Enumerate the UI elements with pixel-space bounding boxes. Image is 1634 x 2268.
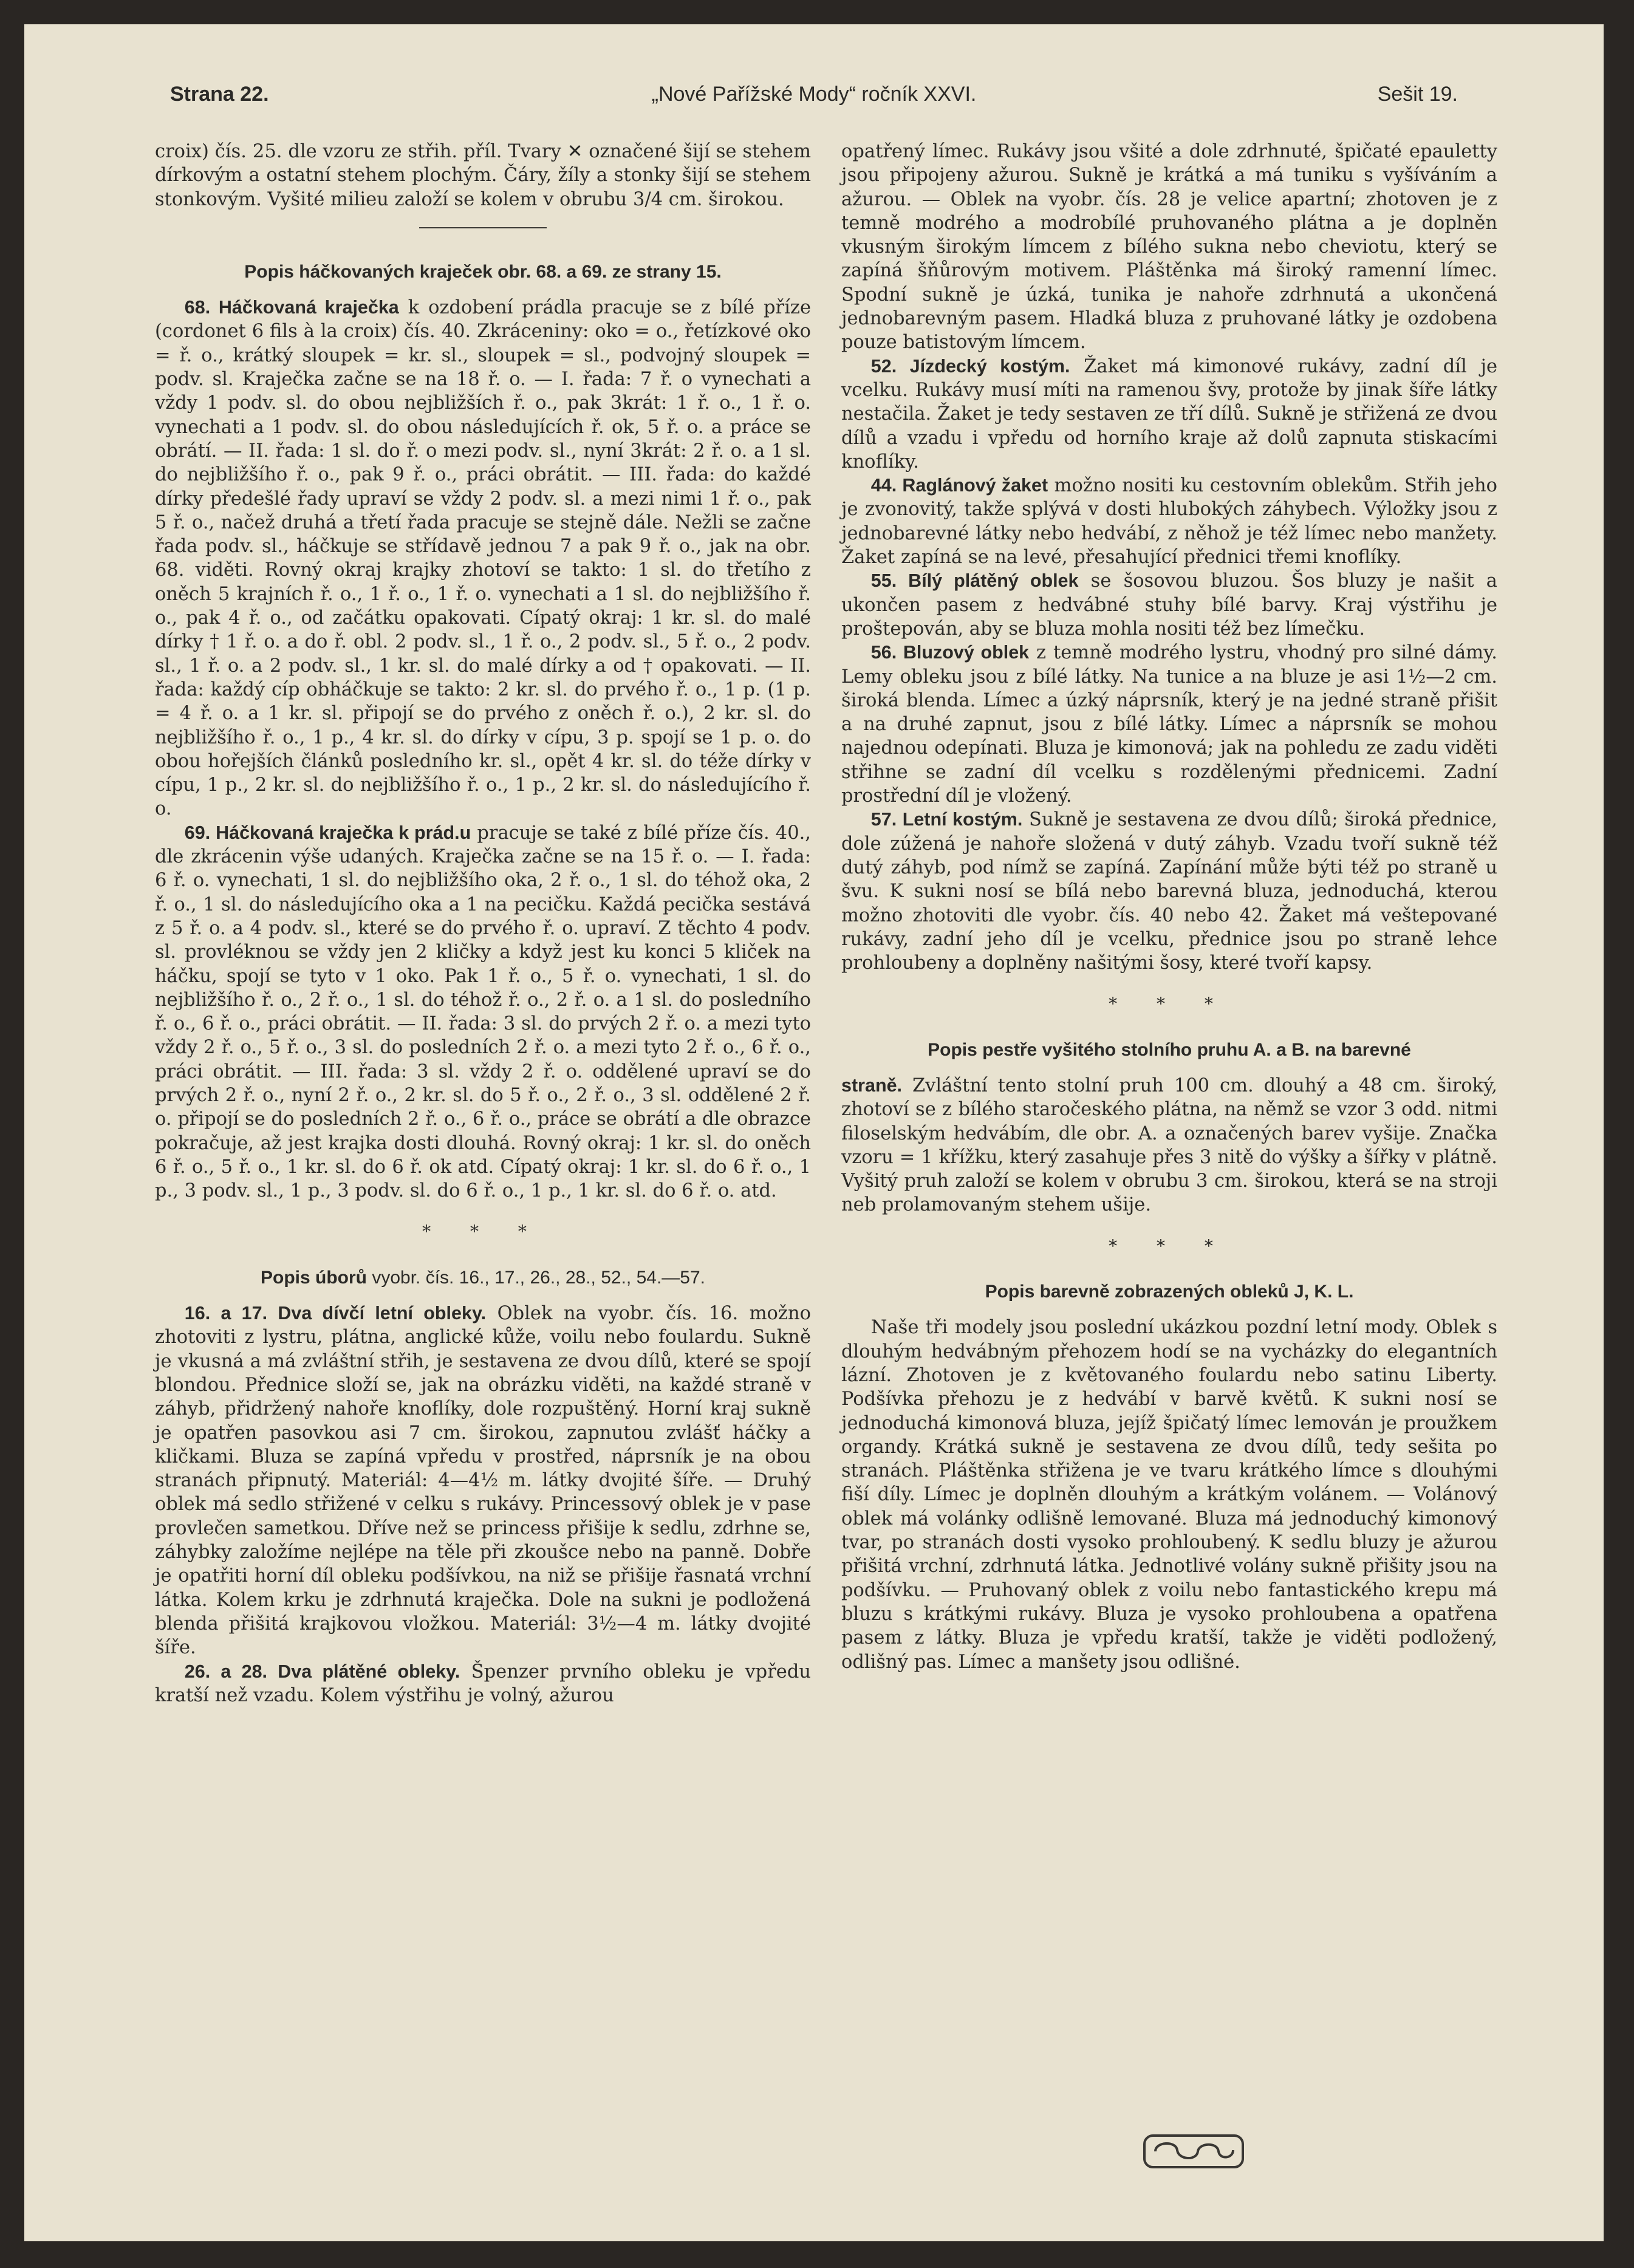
text-56: z temně modrého lystru, vhodný pro silné dámy. Lemy obleku jsou z bílé látky. Na tunice a na bluze je asi 1½—2 cm. široká blenda. Límec a úzký náprsník, který je na jedné straně přišit a na druhé zapnut, jsou z bílé látky. Límec a náprsník se mohou najednou odepínati. Bluza je kimonová; jak na pohledu ze zadu viděti střihne se zadní díl vcelku s rozdělenými přednicemi. Zadní prostřední díl je vložený. xyxy=(841,642,1497,807)
heading-bold: Popis úborů xyxy=(261,1267,367,1288)
paragraph-69 xyxy=(155,821,811,1203)
ornament-icon xyxy=(1142,2132,1245,2171)
item-heading-57: 57. Letní kostým. xyxy=(870,809,1023,830)
text-16: Oblek na vyobr. čís. 16. možno zhotoviti z lystru, plátna, anglické kůže, voilu nebo foulardu. Sukně je vkusná a má zvláštní střih, je sestavena ze dvou dílů, které se spojí blondou. Přednice složí se, jak na obrázku viděti, na každé straně v záhyb, přidržený nahoře knoflíky, dole rozpuštěný. Horní kraj sukně je opatřen pasovkou asi 7 cm. širokou, zapnutou zvlášť háčky a kličkami. Bluza se zapíná vpředu v prostřed, náprsník je na obou stranách připnutý. Materiál: 4—4½ m. látky dvojité šíře. — Druhý oblek má sedlo střižené v celku s rukávy. Princessový oblek je v pase provlečen sametkou. Dříve než se princess přišije k sedlu, zdrhne se, záhybky založíme nejlépe na těle při zkoušce nebo na panně. Dobře je opatřiti horní díl obleku podšívkou, na niž se přišije řasnatá vrchní látka. Kolem krku je zdrhnutá kraječka. Dole na sukni je podložená blenda přišitá krajkovou vložkou. Materiál: 3½—4 m. látky dvojité šíře. xyxy=(155,1303,811,1659)
paragraph-26-continued: opatřený límec. Rukávy jsou všité a dole zdrhnuté, špičaté epauletty jsou připojeny ažurou. Sukně je krátká a má tuniku s vyšíváním a ažurou. — Oblek na vyobr. čís. 28 je velice apartní; zhotoven je z temně modrého a modrobílé pruhovaného plátna a je doplněn vkusným širokým límcem z bílého sukna nebo cheviotu, který se zapíná šňůrovým motivem. Pláštěnka má široký ramenní límec. Spodní sukně je úzká, tunika je nahoře zdrhnutá a ukončená jednobarevným pasem. Hladká bluza z pruhované látky je ozdobena pouze batistovým límcem. xyxy=(841,141,1497,354)
paragraph-52 xyxy=(841,355,1497,474)
paragraph-16-17 xyxy=(155,1302,811,1659)
paragraph-table-runner xyxy=(841,1074,1497,1217)
heading-rest: vyobr. čís. 16., 17., 26., 28., 52., 54.—57. xyxy=(367,1267,705,1288)
text-52: Žaket má kimonové rukávy, zadní díl je vcelku. Rukávy musí míti na ramenou švy, protože by jinak šíře látky nestačila. Žaket je tedy sestaven ze tří dílů. Sukně je střižená ze dvou dílů a vzadu i vpředu od horního kraje až dolů zapnuta stiskacími knoflíky. xyxy=(841,355,1497,473)
section-divider xyxy=(419,227,547,228)
star-divider-right: * * * xyxy=(1109,994,1230,1014)
section-heading-outfits xyxy=(155,1266,811,1289)
intro-paragraph: croix) čís. 25. dle vzoru ze střih. příl. Tvary ✕ označené šijí se stehem dírkovým a ostatní stehem plochým. Čáry, žíly a stonky šijí se stehem stonkovým. Vyšité milieu založí se kolem v obrubu 3/4 cm. širokou. xyxy=(155,141,811,210)
text-57: Sukně je sestavena ze dvou dílů; široká přednice, dole zúžená je nahoře složená v dutý záhyb. Vzadu tvoří sukně též dutý záhyb, pod nímž se zapíná. Zapínání může býti též po straně u švu. K sukni nosí se bílá nebo barevná bluza, jednoduchá, kterou možno zhotoviti dle vyobr. čís. 40 nebo 42. Žaket má veštepované rukávy, zadní jeho díl je vcelku, přednice jsou po straně lehce prohloubeny a doplněny našitými šosy, které tvoří kapsy. xyxy=(841,809,1497,974)
table-runner-bold: straně. xyxy=(841,1074,903,1096)
document-page xyxy=(24,24,1604,2241)
text-44: možno nositi ku cestovním oblekům. Střih jeho je zvonovitý, takže splývá v dosti hlubokých záhybech. Výložky jsou z jednobarevné látky nebo hedvábí, z něhož je též límec nebo manžety. Žaket zapíná se na levé, přesahující přednici třemi knoflíky. xyxy=(841,475,1497,569)
section-heading-color-outfits: Popis barevně zobrazených obleků J, K. L. xyxy=(985,1282,1354,1302)
paragraph-55 xyxy=(841,569,1497,641)
item-heading-68: 68. Háčkovaná kraječka xyxy=(184,297,399,318)
text-68: k ozdobení prádla pracuje se z bílé příze (cordonet 6 fils à la croix) čís. 40. Zkráceniny: oko = o., řetízkové oko = ř. o., krátký sloupek = kr. sl., sloupek = sl., podvojný sloupek = podv. sl. Kraječka začne se na 18 ř. o. — I. řada: 7 ř. o vynechati a vždy 1 podv. sl. do obou nejbližších ř. o., pak 3krát: 1 ř. o., 1 ř. o. vynechati a 1 podv. sl. do obou následujících ř. ok, 5 ř. o. a práce se obrátí. — II. řada: 1 sl. do ř. o mezi podv. sl., nyní 3krát: 2 ř. o. a 1 sl. do nejbližšího ř. o., pak 9 ř. o., práci obrátit. — III. řada: do každé dírky předešlé řady upraví se vždy 2 podv. sl. a mezi nimi 1 ř. o., pak 5 ř. o., načež druhá a třetí řada pracuje se stejně dále. Nežli se začne řada podv. sl., háčkuje se střídavě jednou 7 a pak 9 ř. o., jak na obr. 68. viděti. Rovný okraj krajky zhotoví se takto: 1 sl. do třetího z oněch 5 krajních ř. o., 1 ř. o., 1 ř. o. vynechati a 1 sl. do nejbližšího ř. o., pak 4 ř. o., od začátku opakovati. Cípatý okraj: 1 kr. sl. do malé dírky † 1 ř. o. a do ř. obl. 2 podv. sl., 1 ř. o., 2 podv. sl., 5 ř. o., 2 podv. sl., 1 ř. o. a 2 podv. sl., 1 kr. sl. do malé dírky a od † opakovati. — II. řada: každý cíp obháčkuje se takto: 2 kr. sl. do prvého ř. o., 1 p. (1 p. = 4 ř. o. a 1 kr. sl. připojí se do prvého z oněch ř. o.), 2 kr. sl. do nejbližšího ř. o., 1 p., 4 kr. sl. do dírky v cípu, 3 p. spojí se 1 p. o. do obou hořejších článků posledního kr. sl., opět 4 kr. sl. do téže dírky v cípu, 1 p., 2 kr. sl. do nejbližšího ř. o., 1 p., 2 kr. sl. do následujícího ř. o. xyxy=(155,297,812,820)
paragraph-57 xyxy=(841,808,1497,975)
item-heading-52: 52. Jízdecký kostým. xyxy=(870,355,1070,377)
paragraph-jkl: Naše tři modely jsou poslední ukázkou pozdní letní mody. Oblek s dlouhým hedvábným přehozem hodí se na vycházky do elegantních lázní. Zhotoven je z květovaného foulardu nebo satinu Liberty. Podšívka přehozu je z hedvábí v barvě květů. K sukni nosí se jednoduchá kimonová bluza, jejíž špičatý límec lemován je proužkem organdy. Krátká sukně je sestavena ze dvou dílů, tedy sešita po stranách. Pláštěnka střižena je ve tvaru krátkého límce s dlouhými fiší díly. Límec je doplněn dlouhým a krátkým volánem. — Volánový oblek má volánky odlišně lemované. Bluza má jednoduchý kimonový tvar, po stranách dosti vysoko prohloubený. K sedlu bluzy je ažurou přišitá vrchní, zdrhnutá látka. Jednotlivé volány sukně přišity jsou na podšívku. — Pruhovaný oblek z voilu nebo fantastického krepu má bluzu s krátkými rukávy. Bluza je vysoko prohloubena a opatřena pasem z látky. Bluza je vpředu kratší, takže je viděti podložený, odlišný pas. Límec a manšety jsou odlišné. xyxy=(841,1317,1497,1673)
section-heading-table-runner: Popis pestře vyšitého stolního pruhu A. a B. na barevné xyxy=(928,1039,1411,1060)
left-column xyxy=(155,140,811,1707)
text-55: se šosovou bluzou. Šos bluzy je našit a ukončen pasem z hedvábné stuhy bílé barvy. Kraj výstřihu je proštepován, aby se bluza mohla nositi též bez límečku. xyxy=(841,570,1497,640)
item-heading-16: 16. a 17. Dva dívčí letní obleky. xyxy=(184,1303,487,1324)
issue-number: Sešit 19. xyxy=(1377,83,1458,106)
page-header xyxy=(170,83,1458,131)
item-heading-26: 26. a 28. Dva plátěné obleky. xyxy=(184,1661,460,1682)
journal-title: „Nové Pařížské Mody“ ročník XXVI. xyxy=(651,83,977,106)
paragraph-56 xyxy=(841,641,1497,808)
star-divider: * * * xyxy=(422,1221,544,1242)
paragraph-68 xyxy=(155,296,811,821)
text-26: Špenzer prvního obleku je vpředu kratší než vzadu. Kolem výstřihu je volný, ažurou xyxy=(155,1661,811,1706)
text-table-runner: Zvláštní tento stolní pruh 100 cm. dlouhý a 48 cm. široký, zhotoví se z bílého staročeského plátna, na němž se vzor 3 odd. nitmi filoselským hedvábím, dle obr. A. a označených barev vyšije. Značka vzoru = 1 křížku, který zasahuje přes 3 nitě do výšky a šířky v plátně. Vyšitý pruh založí se kolem v obrubu 3 cm. širokou, která se na stroji neb prolamovaným stehem ušije. xyxy=(841,1074,1497,1216)
item-heading-44: 44. Raglánový žaket xyxy=(870,475,1048,496)
paragraph-44 xyxy=(841,474,1497,569)
star-divider-right-2: * * * xyxy=(1109,1235,1230,1256)
section-heading-crochet: Popis háčkovaných kraječek obr. 68. a 69. ze strany 15. xyxy=(244,261,722,282)
text-69: pracuje se také z bílé příze čís. 40., dle zkrácenin výše udaných. Kraječka začne se na 15 ř. o. — I. řada: 6 ř. o. vynechati, 1 sl. do nejbližšího oka, 2 ř. o., 1 sl. do téhož oka, 2 ř. o., 1 sl. do následujícího oka a 1 na pecičku. Každá pecička sestává z 5 ř. o. a 4 podv. sl., které se do prvého ř. o. upraví. Z těchto 4 podv. sl. provléknou se vždy jen 2 kličky a když jest ku konci 5 kliček na háčku, spojí se tyto v 1 oko. Pak 1 ř. o., 5 ř. o. vynechati, 1 sl. do nejbližšího ř. o., 2 ř. o., 1 sl. do téhož ř. o., 2 ř. o. a 1 sl. do posledního ř. o., 6 ř. o., práci obrátit. — II. řada: 3 sl. do prvých 2 ř. o. a mezi tyto vždy 2 ř. o., 5 ř. o., 3 sl. do posledních 2 ř. o. a mezi tyto 2 ř. o., 6 ř. o., práci obrátit. — III. řada: 3 sl. vždy 2 ř. o. oddělené upraví se do prvých 2 ř. o., nyní 2 ř. o., 2 kr. sl. do 5 ř. o., 2 ř. o., 3 sl. oddělené 2 ř. o. připojí se do posledních 2 ř. o., 6 ř. o., práce se obrátí a dle obrazce pokračuje, až jest krajka dosti dlouhá. Rovný okraj: 1 kr. sl. do oněch 6 ř. o., 5 ř. o., 1 kr. sl. do 6 ř. ok atd. Cípatý okraj: 1 kr. sl. do 6 ř. o., 1 p., 3 podv. sl., 1 p., 3 podv. sl. do 6 ř. o., 1 p., 1 kr. sl. do 6 ř. o. atd. xyxy=(155,822,811,1202)
page-number: Strana 22. xyxy=(170,83,269,106)
item-heading-56: 56. Bluzový oblek xyxy=(870,642,1030,663)
paragraph-26-28 xyxy=(155,1660,811,1708)
item-heading-55: 55. Bílý plátěný oblek xyxy=(870,570,1079,592)
right-column xyxy=(841,140,1497,1674)
item-heading-69: 69. Háčkovaná kraječka k prád.u xyxy=(184,822,471,843)
